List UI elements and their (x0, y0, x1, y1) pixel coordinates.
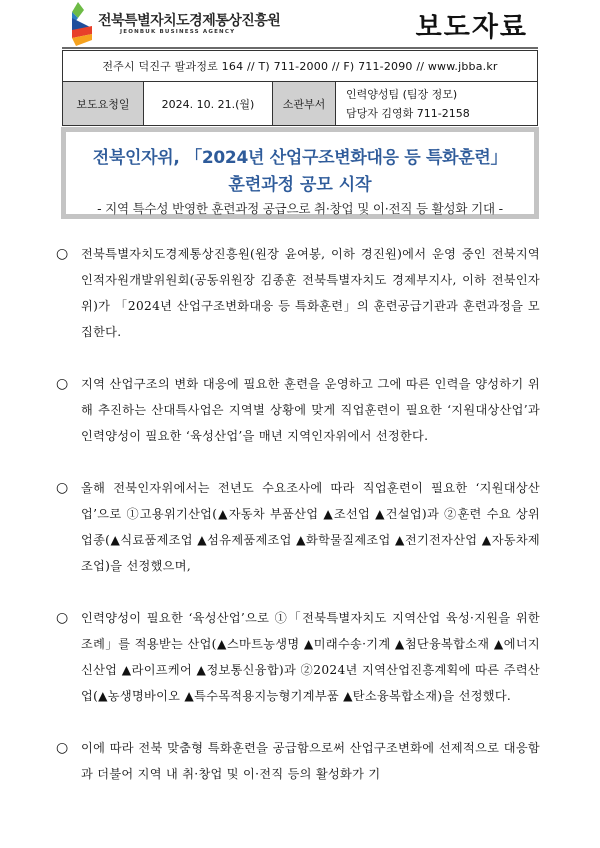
body-paragraph (56, 605, 540, 709)
paragraph-text: 인력양성이 필요한 ‘육성산업’으로 ①「전북특별자치도 지역산업 육성·지원을 위한 조례」를 적용받는 산업(▲스마트농생명 ▲미래수송·기계 ▲첨단융복합소재 ▲에너지신산업 ▲라이프케어 ▲정보통신융합)과 ②2024년 지역산업진흥계획에 따른 주력산업(▲농생명바이오 ▲특수목적용지능형기계부품 ▲탄소융복합소재)을 선정했다. (81, 611, 540, 703)
circle-bullet-icon: ○ (56, 610, 69, 626)
document-type-title: 보도자료 (415, 12, 528, 43)
organization-name: 전북특별자치도경제통상진흥원 (98, 13, 281, 29)
headline-line-2: 훈련과정 공모 시작 (228, 175, 372, 195)
headline-subtitle: - 지역 특수성 반영한 훈련과정 공급으로 취·창업 및 이·전직 등 활성화 기대 - (97, 201, 503, 216)
press-info-table (62, 50, 538, 126)
request-date-label: 보도요청일 (63, 82, 144, 126)
body-paragraph (56, 475, 540, 579)
paragraph-text: 지역 산업구조의 변화 대응에 필요한 훈련을 운영하고 그에 따른 인력을 양성하기 위해 추진하는 산대특사업은 지역별 상황에 맞게 직업훈련이 필요한 ‘지원대상산업’과 인력양성이 필요한 ‘육성산업’을 매년 지역인자위에서 선정한다. (81, 377, 540, 443)
paragraph-text: 이에 따라 전북 맞춤형 특화훈련을 공급함으로써 산업구조변화에 선제적으로 대응함과 더불어 지역 내 취·창업 및 이·전직 등의 활성화가 기 (81, 741, 540, 781)
body-paragraph (56, 241, 540, 345)
paragraph-text: 전북특별자치도경제통상진흥원(원장 윤여봉, 이하 경진원)에서 운영 중인 전북지역인적자원개발위원회(공동위원장 김종훈 전북특별자치도 경제부지사, 이하 전북인자위)가 「2024년 산업구조변화대응 등 특화훈련」의 훈련공급기관과 훈련과정을 모집한다. (81, 247, 540, 339)
jbba-logo-icon (70, 2, 94, 46)
press-release-body (56, 241, 540, 813)
circle-bullet-icon: ○ (56, 740, 69, 756)
circle-bullet-icon: ○ (56, 376, 69, 392)
department-contact: 담당자 김영화 711-2158 (346, 106, 470, 120)
body-paragraph (56, 371, 540, 449)
headline-line-1: 전북인자위, 「2024년 산업구조변화대응 등 특화훈련」 (92, 148, 508, 168)
request-date-value: 2024. 10. 21.(월) (144, 82, 273, 126)
department-value (336, 82, 538, 126)
department-label: 소관부서 (273, 82, 336, 126)
headline-box (61, 127, 539, 219)
department-team: 인력양성팀 (팀장 정모) (346, 87, 458, 101)
organization-name-english: JEONBUK BUSINESS AGENCY (120, 29, 236, 35)
circle-bullet-icon: ○ (56, 480, 69, 496)
body-paragraph (56, 735, 540, 787)
paragraph-text: 올해 전북인자위에서는 전년도 수요조사에 따라 직업훈련이 필요한 ‘지원대상산업’으로 ①고용위기산업(▲자동차 부품산업 ▲조선업 ▲건설업)과 ②훈련 수요 상위 업종(▲식료품제조업 ▲섬유제품제조업 ▲화학물질제조업 ▲전기전자산업 ▲자동차제조업)을 선정했으며, (81, 481, 540, 573)
header-divider (62, 47, 538, 49)
contact-address: 전주시 덕진구 팔과정로 164 // T) 711-2000 // F) 711-2090 // www.jbba.kr (63, 51, 538, 82)
circle-bullet-icon: ○ (56, 246, 69, 262)
document-header (62, 0, 538, 48)
